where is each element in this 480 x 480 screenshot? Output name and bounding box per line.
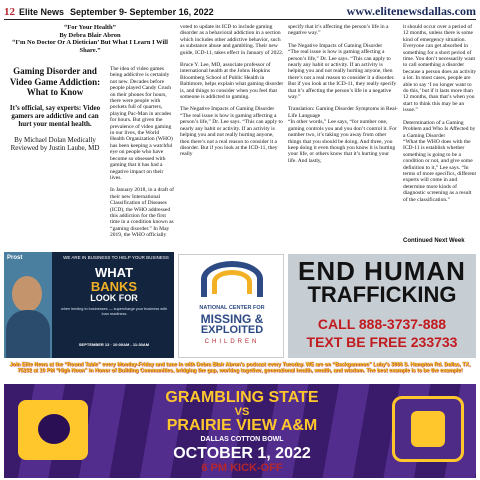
- traff-call: CALL 888-3737-888: [317, 316, 447, 332]
- paragraph: In January 2018, in a draft of their new International Classification of Diseases (ICD), the WHO addressed this addiction for the first time in a condition known as “gaming disorder.” In May 2019, the WHO officially: [110, 187, 174, 239]
- ncmec-line-2: MISSING &: [200, 312, 264, 326]
- ncmec-logo-arc-inner: [212, 270, 252, 294]
- ad-line-2: BANKS: [90, 279, 138, 294]
- pvamu-logo-icon: [392, 396, 464, 462]
- traff-line-2: TRAFFICKING: [307, 282, 457, 307]
- ad-date: SEPTEMBER 13 · 10:00AM - 11:30AM: [78, 342, 150, 347]
- round-table-notice: Join Elite News at the “Round Table” every Monday-Friday and tune in with Debra Blair Abron’s podcast every Tuesday. WE are on “Backgammon” Luby’s 3066 S. Hampton Rd. Dallas, TX, 75232 at 10 PM “High Noon” in Honor of Building Communities, bridging the gap, working together, generational health, wealth, and wisdom. The best example is to be the example!: [4, 362, 476, 374]
- ncmec-advertisement[interactable]: [178, 254, 284, 358]
- article-subheadline: It’s official, say experts: Video gamers are addictive and can hurt your mental health.: [9, 103, 101, 128]
- team-2: PRAIRIE VIEW A&M: [166, 417, 318, 434]
- paragraph: Translation: Gaming Disorder Symptoms in Real-Life Language “In other words,” Lee says, “for number one, gaming controls you and you don’t control it. For number two, it’s taking you away from other things that you should be doing. And three, you keep doing it even though you know it is hurting your life, or others know that it’s hurting your life. And lastly,: [288, 106, 398, 164]
- paragraph: The Negative Impacts of Gaming Disorder “The real issue is how is gaming affecting a person’s life,” Dr. Lee says. “This can apply to nearly any habit or activity. If an activity is helping you and not really hurting anyone, then there’s not a real reason to consider it a disorder. But if you look at the ICD-11, they really specify that it’s affecting the person’s life in a negative way.”: [288, 42, 397, 101]
- ncmec-line-3: EXPLOITED: [200, 324, 264, 336]
- banks-advertisement[interactable]: [4, 252, 174, 358]
- article-column-5: [403, 24, 477, 244]
- issue-date: September 9- September 16, 2022: [70, 7, 214, 17]
- paragraph: it should occur over a period of 12 months, unless there is some kind of emergency situation. Everyone can get absorbed in something for a short period of time. You don’t necessarily want to call something a disorder because a person does an activity a lot. In most cases, people are able to say ‘I no longer want to do this,’ but if it lasts more than 12 months, than that’s when you start to think this may be an issue.”: [403, 24, 477, 114]
- ad-small-text: when lending to businesses — supercharge your business with loan readiness: [61, 307, 167, 316]
- article-column-4: [288, 24, 398, 250]
- article-byline: By Michael Dolan Medically Reviewed by Justin Laube, MD: [10, 136, 100, 153]
- publication-name: Elite News: [19, 7, 65, 17]
- article-column-2: [110, 66, 174, 245]
- intro-subtitle: “I’m No Doctor Or A Dietician’ But What I Learn I Will Share.”: [12, 39, 168, 54]
- intro-title: “For Your Health”: [64, 24, 116, 31]
- paragraph: The Negative Impacts of Gaming Disorder “The real issue is how is gaming affecting a person’s life,” Dr. Lee says. “This can apply to nearly any habit or activity. If an activity is helping you and not really hurting anyone, then there’s not a real reason to consider it a disorder. But if you look at the ICD-11, they really: [180, 106, 283, 158]
- paragraph: Determination of a Gaming Problem and Who Is Affected by a Gaming Disorder “What the WHO does with the ICD-11 is establish whether something is going to be a condition or not, and give some definition to it,” Lee says. “In terms of more specifics, different experts will come in and determine more kinds of diagnostic screening as a result of the classification.”: [403, 119, 477, 203]
- venue: DALLAS COTTON BOWL: [200, 436, 284, 443]
- intro-byline: By Debra Blair Abron: [59, 31, 121, 39]
- trafficking-advertisement[interactable]: [288, 254, 476, 358]
- grambling-logo-mark: [38, 414, 70, 444]
- paragraph: The idea of video games being addictive is certainly not new. Decades before people played Candy Crush on their phones for hours, there were people with pockets full of quarters, playing Pac-Man in arcades for hours. But given the prevalence of video gaming in our lives, the World Health Organization (WHO) has been keeping a watchful eye on people who have become so obsessed with gaming that it has had a negative impact on their lives.: [110, 66, 173, 181]
- game-date: OCTOBER 1, 2022: [173, 445, 311, 462]
- article-headline: Gaming Disorder and Video Game Addiction: What to Know: [9, 66, 101, 97]
- ad-tagline: WE ARE IN BUSINESS TO HELP YOUR BUSINESS: [63, 255, 169, 260]
- page-header: [4, 4, 476, 20]
- team-1: GRAMBLING STATE: [165, 389, 319, 406]
- paragraph: specify that it’s affecting the person’s life in a negative way.”: [288, 24, 389, 37]
- ad-line-3: LOOK FOR: [90, 293, 138, 303]
- continued-label: Continued Next Week: [403, 238, 465, 244]
- column-intro: [6, 24, 174, 54]
- ad-brand: Prost: [7, 255, 23, 261]
- ncmec-line-1: NATIONAL CENTER FOR: [199, 305, 265, 311]
- ncmec-line-4: CHILDREN: [204, 339, 260, 345]
- traff-text: TEXT BE FREE 233733: [306, 334, 458, 350]
- website-url: www.elitenewsdallas.com: [346, 4, 476, 18]
- paragraph: voted to update its ICD to include gaming disorder as a behavioral addiction in a section which includes other addictive behavior, such as substance abuse and gambling. Their new guide, ICD-11, takes effect in January of 2022.: [180, 24, 284, 56]
- person-body: [6, 310, 50, 358]
- headline-block: [6, 66, 104, 153]
- versus: VS: [234, 406, 250, 418]
- pvamu-logo-mark: [411, 411, 445, 447]
- paragraph: Bruce Y. Lee, MD, associate professor of international health at the Johns Hopkins Bloomberg School of Public Health in Baltimore, helps explain what gaming disorder is, and things to consider when you feel that someone is addicted to gaming.: [180, 62, 284, 101]
- football-advertisement[interactable]: [4, 384, 476, 478]
- traff-line-1: END HUMAN: [298, 256, 466, 286]
- kickoff-time: 6 PM KICK-OFF: [201, 462, 283, 474]
- article-column-3: [180, 24, 284, 250]
- grambling-logo-icon: [18, 400, 88, 460]
- person-face: [12, 276, 42, 312]
- page-number: 12: [4, 6, 15, 18]
- ad-line-1: WHAT: [94, 265, 134, 280]
- ad-photo: [4, 252, 52, 358]
